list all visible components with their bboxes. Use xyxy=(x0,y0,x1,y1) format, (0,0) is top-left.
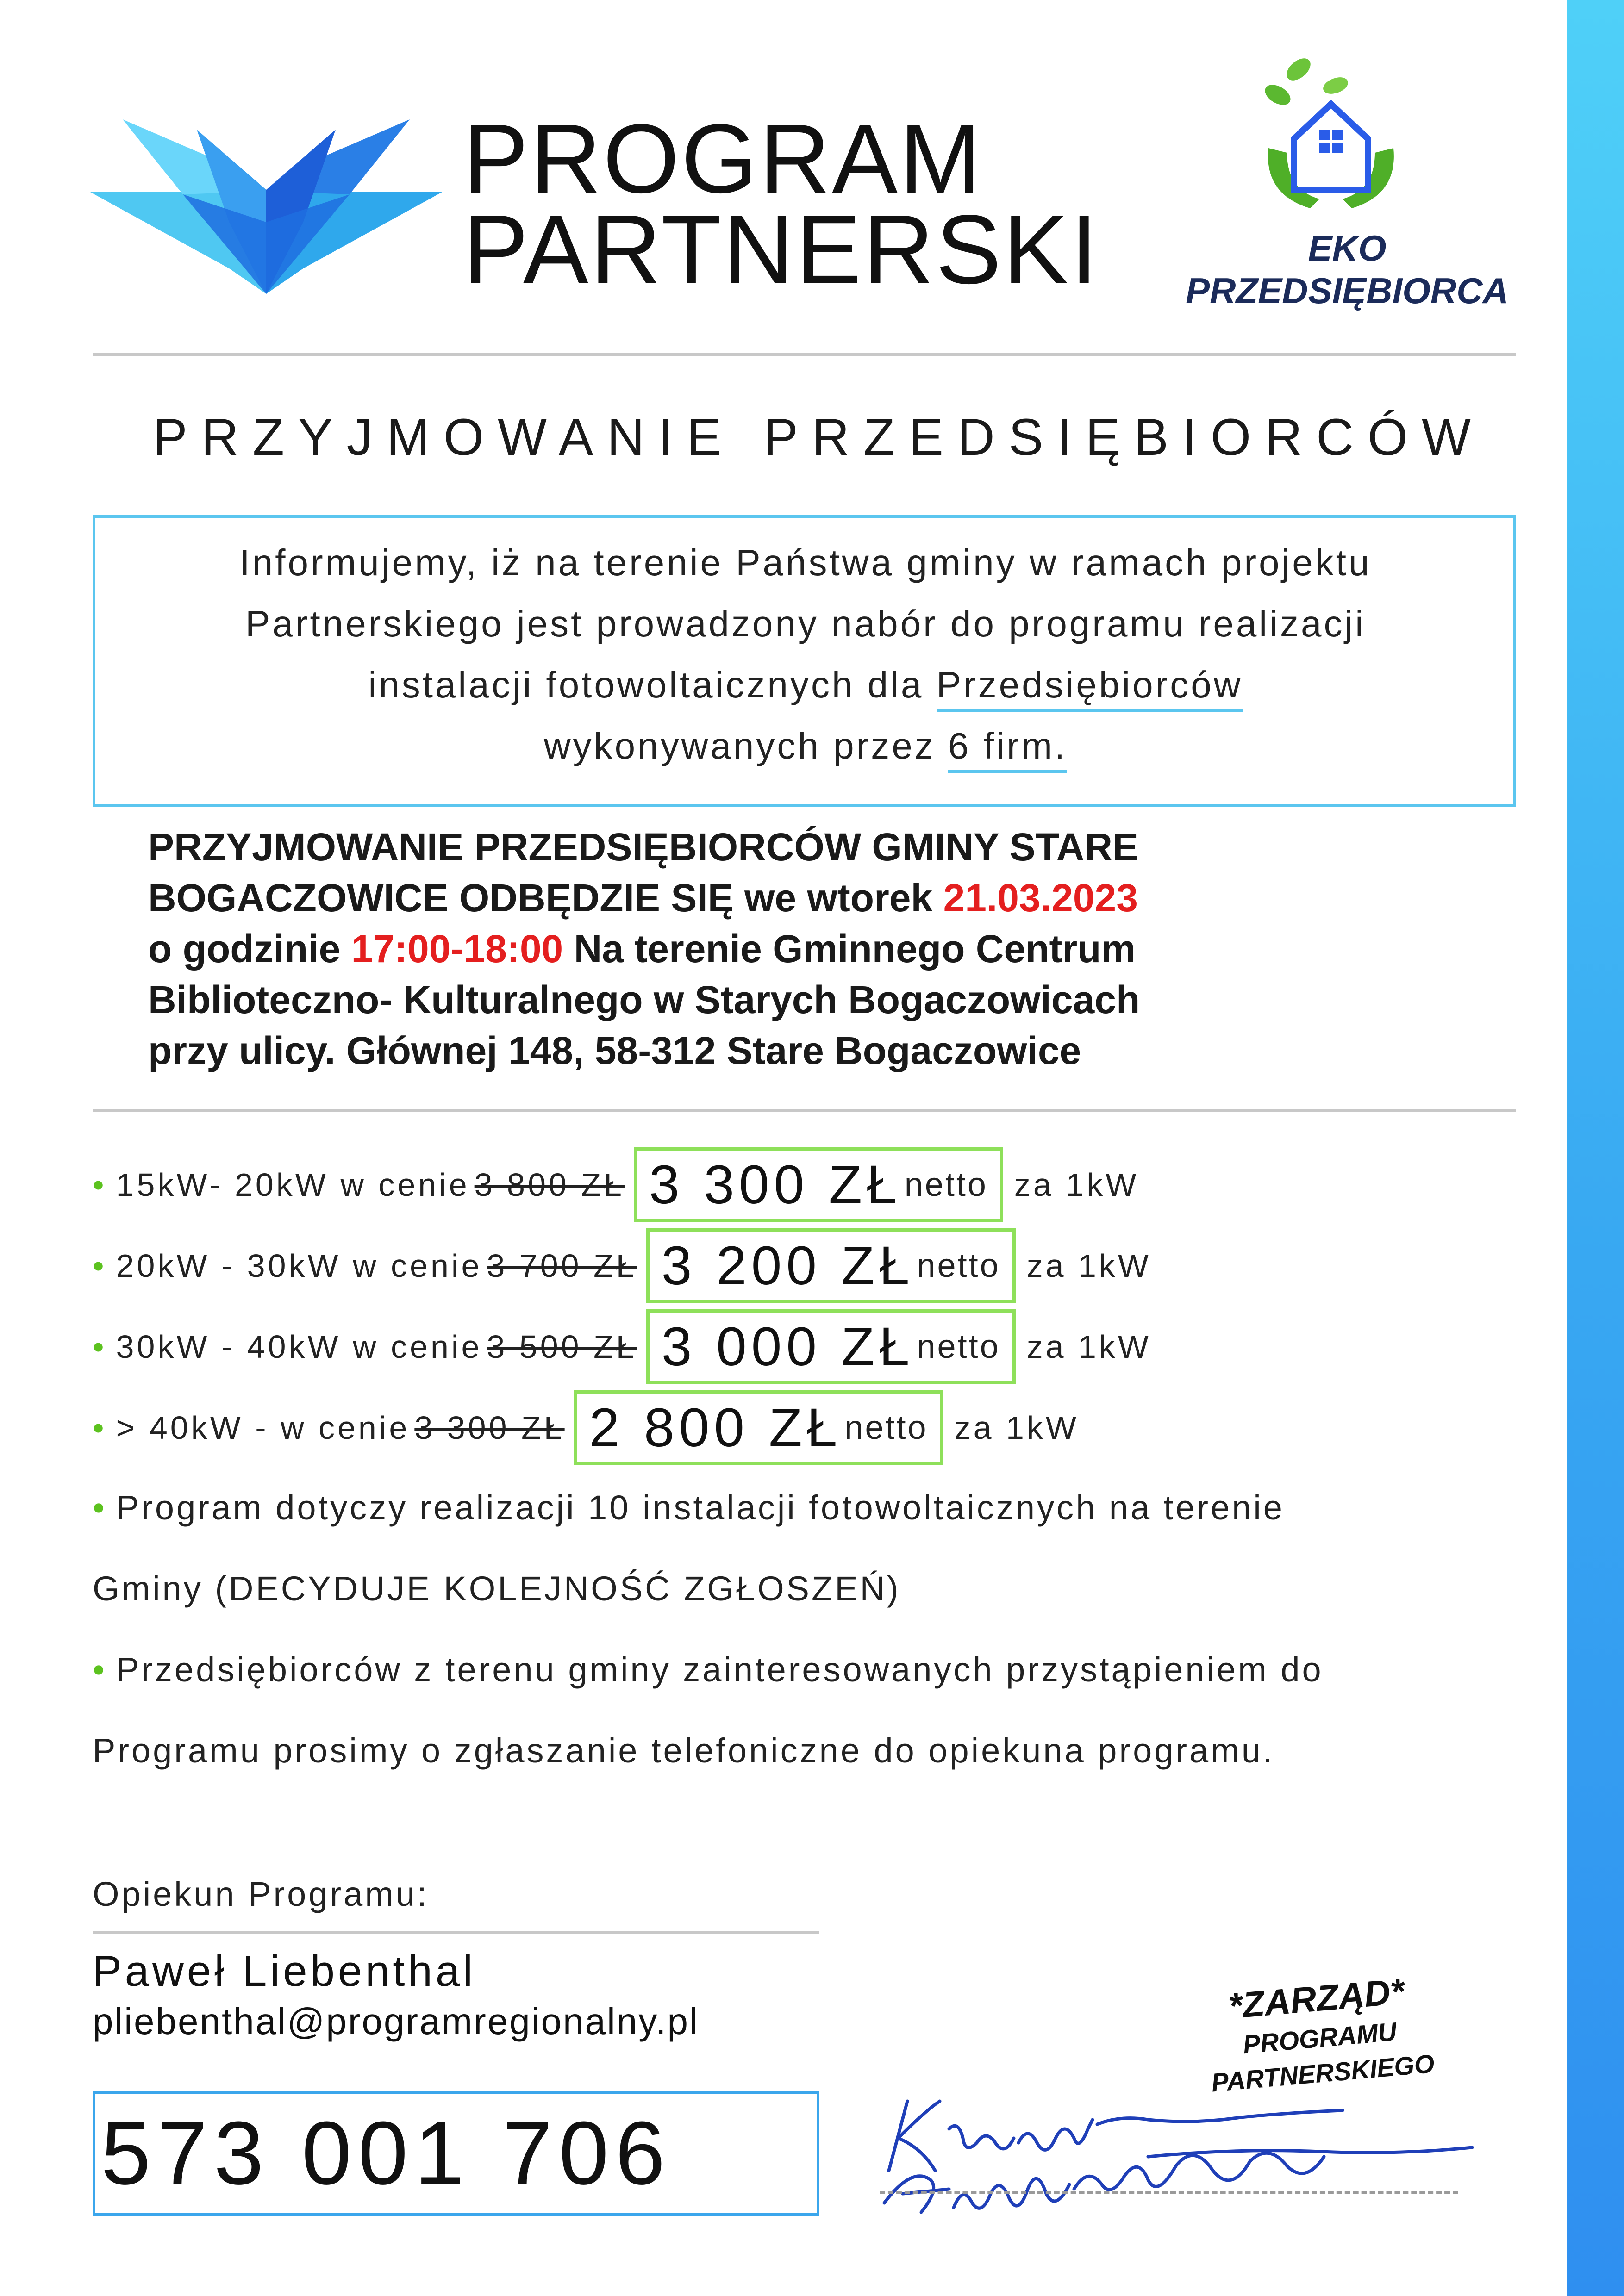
program-title-line1: PROGRAM xyxy=(463,104,983,213)
price-row xyxy=(93,1229,1151,1303)
bullet-icon: • xyxy=(93,1167,107,1203)
info-highlight-przedsiebiorcow: Przedsiębiorców xyxy=(937,664,1243,712)
price-old: 3 500 ZŁ xyxy=(487,1329,637,1365)
event-date: 21.03.2023 xyxy=(943,876,1138,920)
eko-line2: PRZEDSIĘBIORCA xyxy=(1186,270,1509,311)
info-line1: Informujemy, iż na terenie Państwa gminy w ramach projektu xyxy=(239,542,1372,583)
section-divider xyxy=(93,1109,1516,1112)
price-row xyxy=(93,1310,1151,1384)
price-netto: netto xyxy=(844,1409,928,1446)
contact-phone[interactable]: 573 001 706 xyxy=(101,2103,672,2203)
event-line1: PRZYJMOWANIE PRZEDSIĘBIORCÓW GMINY STARE xyxy=(148,825,1139,869)
note1-line2: Gminy (DECYDUJE KOLEJNOŚĆ ZGŁOSZEŃ) xyxy=(93,1569,901,1608)
price-new: 3 200 ZŁ xyxy=(661,1235,914,1296)
note2-line1-text: Przedsiębiorców z terenu gminy zainteresowanych przystąpieniem do xyxy=(116,1650,1324,1689)
right-accent-bar xyxy=(1567,0,1624,2296)
handwritten-signature-icon xyxy=(870,2073,1486,2240)
program-title-line2: PARTNERSKI xyxy=(463,194,1100,304)
event-line2-text: BOGACZOWICE ODBĘDZIE SIĘ we wtorek xyxy=(148,876,943,920)
price-netto: netto xyxy=(904,1166,988,1203)
program-title xyxy=(463,104,1100,304)
event-details xyxy=(148,821,1514,1076)
price-old: 3 700 ZŁ xyxy=(487,1248,637,1284)
price-range: 15kW- 20kW w cenie xyxy=(116,1167,470,1203)
price-new: 2 800 ZŁ xyxy=(589,1397,842,1458)
stamp-line1: *ZARZĄD* xyxy=(1226,1970,1406,2027)
contact-name: Paweł Liebenthal xyxy=(93,1947,476,1995)
signature-line xyxy=(880,2191,1458,2194)
header-divider xyxy=(93,353,1516,356)
stamp-line2: PROGRAMU xyxy=(1242,2016,1398,2060)
bullet-icon: • xyxy=(93,1488,107,1527)
event-line3-prefix: o godzinie xyxy=(148,927,351,971)
price-old: 3 300 ZŁ xyxy=(414,1410,565,1446)
eko-brand-text xyxy=(1185,227,1509,312)
info-paragraph xyxy=(106,532,1505,777)
price-range: 20kW - 30kW w cenie xyxy=(116,1248,482,1284)
event-time: 17:00-18:00 xyxy=(351,927,563,971)
price-old: 3 800 ZŁ xyxy=(474,1167,625,1203)
note1-line1 xyxy=(93,1488,1285,1527)
price-unit: za 1kW xyxy=(1026,1329,1152,1365)
stamp-line3: PARTNERSKIEGO xyxy=(1210,2048,1436,2097)
price-unit: za 1kW xyxy=(1026,1248,1152,1284)
bullet-icon: • xyxy=(93,1329,107,1365)
price-new: 3 300 ZŁ xyxy=(649,1154,902,1215)
page-headline: PRZYJMOWANIE PRZEDSIĘBIORCÓW xyxy=(153,408,1485,466)
price-range: > 40kW - w cenie xyxy=(116,1410,410,1446)
contact-divider xyxy=(93,1931,819,1934)
price-new: 3 000 ZŁ xyxy=(661,1316,914,1377)
price-new-box xyxy=(646,1309,1016,1384)
bullet-icon: • xyxy=(93,1248,107,1284)
event-line2 xyxy=(148,872,1514,923)
price-new-box xyxy=(634,1147,1003,1222)
info-line3 xyxy=(106,654,1505,716)
info-line2: Partnerskiego jest prowadzony nabór do programu realizacji xyxy=(245,603,1366,644)
note2-line2: Programu prosimy o zgłaszanie telefoniczne do opiekuna programu. xyxy=(93,1731,1275,1770)
price-new-box xyxy=(574,1390,943,1465)
price-unit: za 1kW xyxy=(954,1410,1079,1446)
program-partnerski-logo-icon xyxy=(90,116,442,296)
contact-label: Opiekun Programu: xyxy=(93,1875,429,1913)
info-highlight-firms: 6 firm. xyxy=(948,725,1067,773)
eko-line1: EKO xyxy=(1308,228,1387,268)
info-line3-text: instalacji fotowoltaicznych dla xyxy=(368,664,937,705)
eko-house-hands-icon xyxy=(1250,51,1412,222)
contact-email[interactable]: pliebenthal@programregionalny.pl xyxy=(93,2001,699,2042)
info-line4-text: wykonywanych przez xyxy=(543,725,948,766)
note2-line1 xyxy=(93,1650,1324,1689)
price-unit: za 1kW xyxy=(1014,1167,1139,1203)
price-range: 30kW - 40kW w cenie xyxy=(116,1329,482,1365)
price-row xyxy=(93,1148,1139,1222)
price-netto: netto xyxy=(917,1247,1000,1284)
event-line3-suffix: Na terenie Gminnego Centrum xyxy=(563,927,1136,971)
price-netto: netto xyxy=(917,1328,1000,1365)
price-new-box xyxy=(646,1228,1016,1303)
event-line4: Biblioteczno- Kulturalnego w Starych Bogaczowicach xyxy=(148,978,1140,1021)
event-line3 xyxy=(148,923,1514,974)
note1-line1-text: Program dotyczy realizacji 10 instalacji fotowoltaicznych na terenie xyxy=(116,1488,1285,1527)
info-line4 xyxy=(106,716,1505,777)
bullet-icon: • xyxy=(93,1410,107,1446)
bullet-icon: • xyxy=(93,1650,107,1689)
price-row xyxy=(93,1391,1079,1465)
event-line5: przy ulicy. Głównej 148, 58-312 Stare Bogaczowice xyxy=(148,1029,1081,1072)
